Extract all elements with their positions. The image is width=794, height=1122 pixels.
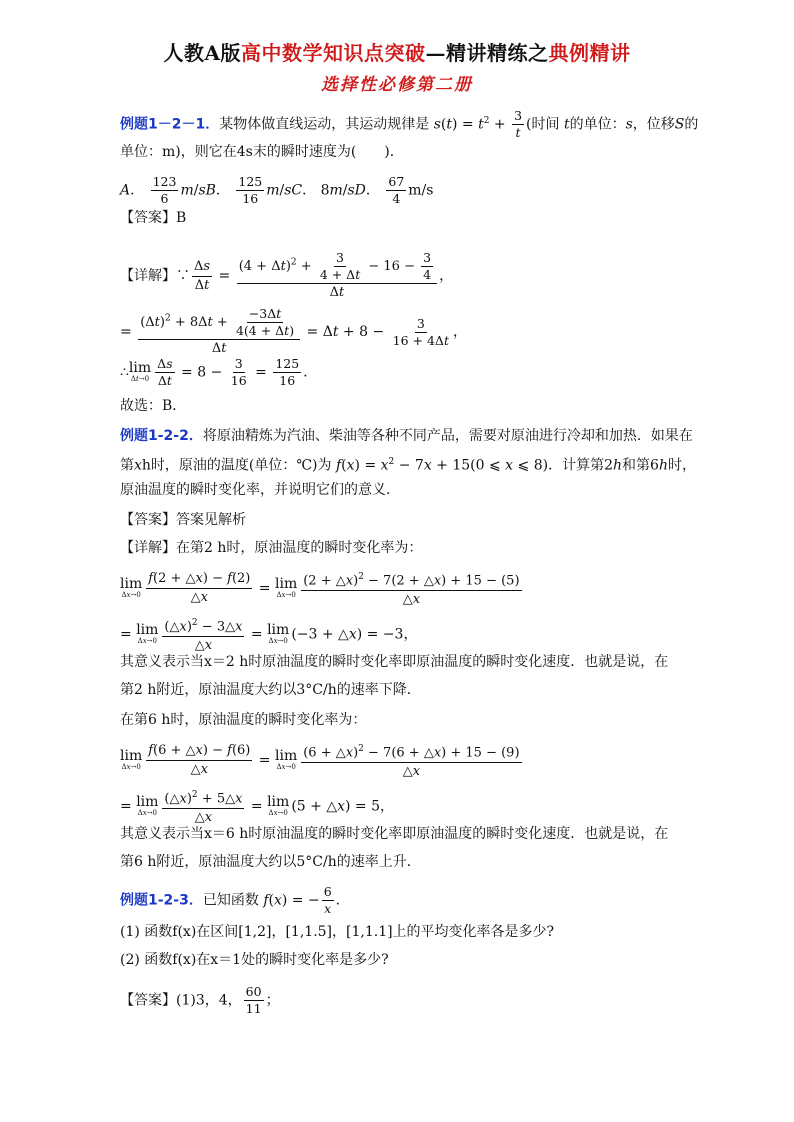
ex2-detail-2: 在第6 h时，原油温度的瞬时变化率为： (120, 712, 367, 728)
fraction: $\frac{3}{16}$ (230, 356, 247, 388)
fraction: $\frac{60}{11}$ (245, 984, 262, 1016)
ex1-text: ，位移 (632, 116, 675, 133)
ex2-limit-2: = lim Δx→0 $\frac{(\triangle x)^2 - 3\triangle x}{\triangle x}$ = lim Δx→0 (−3 + △x) = −3， (120, 614, 417, 655)
ex1-label: 例题1－2－1． (120, 116, 220, 133)
ex2-label: 例题1-2-2． (120, 428, 203, 444)
ex2-meaning-2a: 其意义表示当x＝6 h时原油温度的瞬时变化率即原油温度的瞬时变化速度．也就是说，在 (120, 826, 669, 842)
fraction: $\frac{3}{t}$ (514, 108, 523, 140)
ex2-text: 将原油精炼为汽油、柴油等各种不同产品，需要对原油进行冷却和加热．如果在 (202, 428, 693, 444)
ex1-options: A． $\frac{123}{6}$ m/sB． $\frac{125}{16}$ m/sC． 8m/sD． $\frac{67}{4}$ m/s (120, 174, 434, 206)
fraction: $\frac{(6 + \triangle x)^2 - 7(6 + \triangle x) + 15 - (9)}{\triangle x}$ (301, 740, 521, 781)
ex2-text: 时， (667, 457, 696, 474)
ex3-question-2: (2) 函数f(x)在x＝1处的瞬时变化率是多少? (120, 952, 389, 968)
ex3-text: 已知函数 (202, 892, 259, 909)
ex1-detail-2: = $(\Delta t)^2 + 8\Delta t$ + $\frac{-3\Delta t}{4(4 + \Delta t)}$ Δt = Δt + 8 − $\frac{3}{16 + 4\Delta t}$ ， (120, 306, 467, 356)
ex2-line3: 原油温度的瞬时变化率，并说明它们的意义． (120, 482, 400, 498)
ex1-detail-label: 【详解】∵ (120, 268, 190, 284)
ex1-text: 某物体做直线运动，其运动规律是 (219, 116, 430, 133)
ex1-detail-1: 【详解】∵ $\frac{\Delta s}{\Delta t}$ = $(4 + \Delta t)^2$ + $\frac{3}{4 + \Delta t}$ − 16 − $\frac{3}{4}$ Δt ， (120, 250, 454, 300)
fraction: $\frac{f(2 + \triangle x) - f(2)}{\triangle x}$ (148, 571, 251, 606)
fraction: $\frac{\Delta s}{\Delta t}$ (194, 258, 211, 293)
ex2-text: ．计算第2 (548, 457, 613, 474)
fraction: $\frac{(2 + \triangle x)^2 - 7(2 + \triangle x) + 15 - (5)}{\triangle x}$ (301, 568, 521, 609)
title-part-3: —精讲精练之 (425, 41, 549, 65)
page-title (0, 40, 794, 66)
fraction: $\frac{125}{16}$ (275, 356, 300, 388)
ex2-text: 第 (120, 457, 134, 474)
ex3-answer-text: 【答案】(1)3，4， (120, 992, 242, 1009)
ex2-detail-1: 【详解】在第2 h时，原油温度的瞬时变化率为： (120, 540, 423, 556)
ex1-detail-3: ∴ lim Δt→0 $\frac{\Delta s}{\Delta t}$ = 8 − $\frac{3}{16}$ = $\frac{125}{16}$ ． (120, 356, 318, 388)
ex2-text: h时，原油的温度(单位：℃)为 (141, 457, 332, 474)
fraction: $\frac{123}{6}$ (152, 174, 177, 206)
ex2-meaning-2b: 第6 h附近，原油温度大约以5°C/h的速率上升． (120, 854, 421, 870)
ex2-line1 (120, 426, 693, 446)
ex2-limit-1: lim Δx→0 $\frac{f(2 + \triangle x) - f(2)}{\triangle x}$ = lim Δx→0 $\frac{(2 + \triangle x)^2 - 7(2 + \triangle x) + 15 - (5)}{\triangle x}$ (120, 568, 524, 609)
fraction: $\frac{\Delta s}{\Delta t}$ (157, 356, 173, 388)
fraction: $\frac{125}{16}$ (238, 174, 263, 206)
ex3-answer: 【答案】(1)3，4， $\frac{60}{11}$ ； (120, 984, 280, 1016)
fraction: $\frac{(\triangle x)^2 + 5\triangle x}{\triangle x}$ (162, 786, 244, 827)
ex1-line1: 例题1－2－1．某物体做直线运动，其运动规律是 $s(t) = t^2$ + $\frac{3}{t}$ (时间 t的单位：s，位移S的 (120, 108, 699, 140)
ex2-answer: 【答案】答案见解析 (120, 512, 246, 528)
ex2-meaning-1b: 第2 h附近，原油温度大约以3°C/h的速率下降． (120, 682, 421, 698)
fraction: $\frac{f(6 + \triangle x) - f(6)}{\triangle x}$ (148, 743, 251, 778)
fraction: $\frac{3}{16 + 4\Delta t}$ (392, 315, 449, 348)
ex2-meaning-1a: 其意义表示当x＝2 h时原油温度的瞬时变化率即原油温度的瞬时变化速度．也就是说，在 (120, 654, 669, 670)
ex2-limit-3: lim Δx→0 $\frac{f(6 + \triangle x) - f(6)}{\triangle x}$ = lim Δx→0 $\frac{(6 + \triangle x)^2 - 7(6 + \triangle x) + 15 - (9)}{\triangle x}$ (120, 740, 524, 781)
ex1-line2: 单位：m)，则它在4s末的瞬时速度为( )． (120, 144, 404, 160)
fraction: $(\Delta t)^2 + 8\Delta t$ + $\frac{-3\Delta t}{4(4 + \Delta t)}$ Δt (138, 306, 300, 358)
ex3-line1: 例题1-2-3．已知函数 f(x) = − $\frac{6}{x}$ ． (120, 884, 350, 916)
ex2-limit-4: = lim Δx→0 $\frac{(\triangle x)^2 + 5\triangle x}{\triangle x}$ = lim Δx→0 (5 + △x) = 5， (120, 786, 394, 827)
fraction: $\frac{6}{x}$ (323, 884, 332, 916)
fraction: $(4 + \Delta t)^2$ + $\frac{3}{4 + \Delta t}$ − 16 − $\frac{3}{4}$ Δt (237, 250, 437, 302)
fraction: $\frac{67}{4}$ (388, 174, 405, 206)
ex3-question-1: (1) 函数f(x)在区间[1,2]，[1,1.5]，[1,1.1]上的平均变化率各是多少? (120, 924, 555, 940)
ex1-answer: 【答案】B (120, 210, 187, 226)
ex1-text: (时间 (526, 116, 560, 133)
ex2-line2: 第xh时，原油的温度(单位：℃)为 $f(x) = x^2 - 7x + 15(0$ ⩽ x ⩽ 8)．计算第2h和第6h时， (120, 457, 696, 474)
ex1-text: 的单位： (569, 116, 626, 133)
fraction: $\frac{(\triangle x)^2 - 3\triangle x}{\triangle x}$ (162, 614, 244, 655)
ex2-text: 和第6 (622, 457, 659, 474)
title-part-1: 人教A版 (163, 41, 242, 65)
ex1-text: 的 (684, 116, 699, 133)
title-part-4: 典例精讲 (548, 41, 631, 65)
ex3-label: 例题1-2-3． (120, 892, 203, 909)
title-part-2: 高中数学知识点突破 (241, 41, 426, 65)
page-subtitle: 选择性必修第二册 (321, 75, 473, 95)
ex1-conclusion: 故选：B． (120, 398, 187, 414)
